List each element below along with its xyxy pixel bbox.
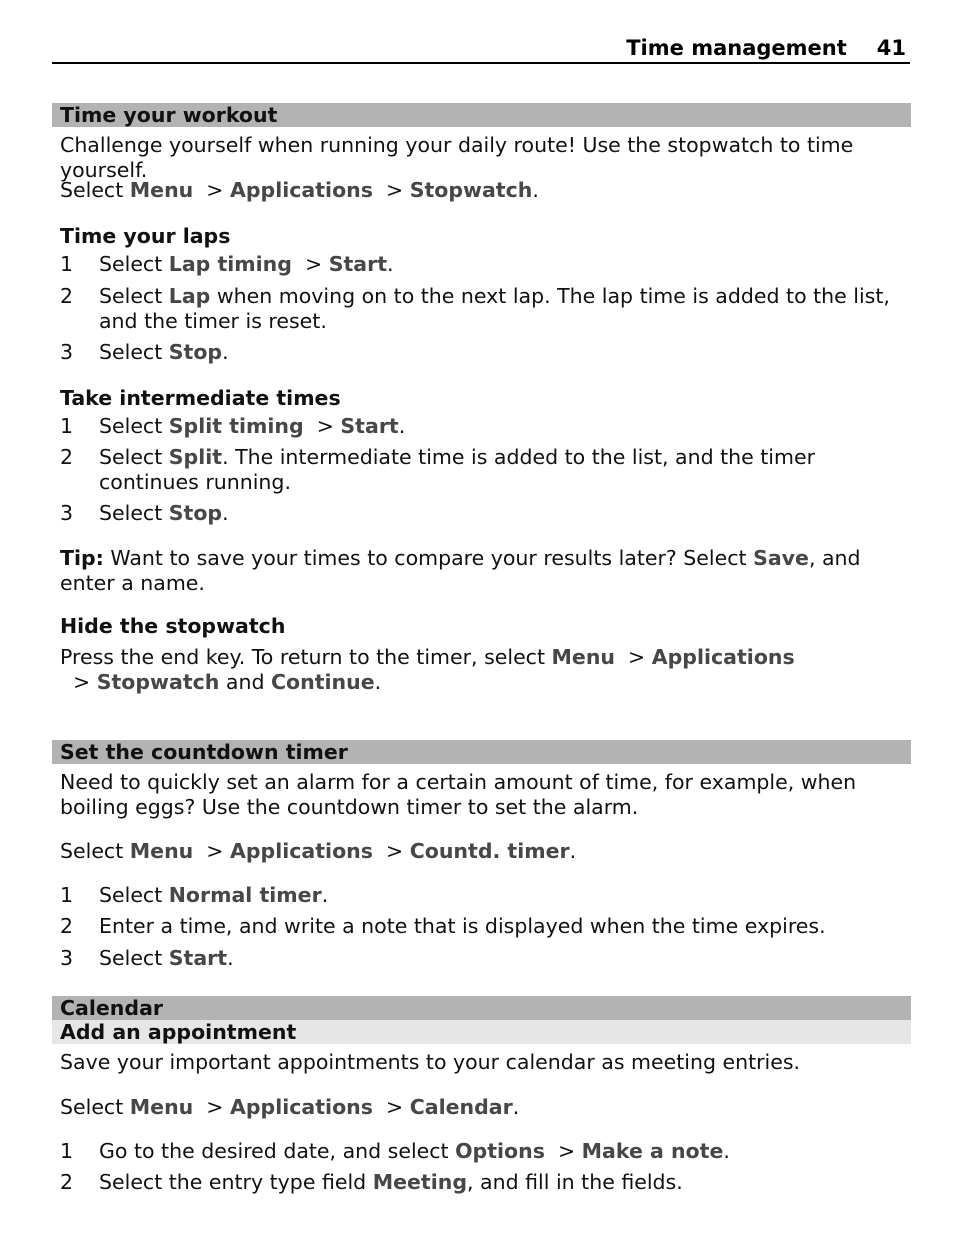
path-text: Select xyxy=(60,1095,130,1119)
lap-timing-key: Lap timing xyxy=(168,252,292,276)
start-key: Start xyxy=(168,946,228,970)
start-key: Start xyxy=(340,414,399,438)
section-title: Time your workout xyxy=(60,103,278,127)
meeting-key: Meeting xyxy=(372,1170,468,1194)
step-text-part: . xyxy=(222,340,229,364)
step-text-part: Select the entry type field xyxy=(99,1170,373,1194)
step-text xyxy=(99,445,909,495)
menu-key: Menu xyxy=(129,1095,194,1119)
step-text-part: . The intermediate time is added to the list, and the timer continues running. xyxy=(99,445,816,494)
calendar-intro: Save your important appointments to your calendar as meeting entries. xyxy=(60,1050,801,1074)
step-text-part: Select xyxy=(99,946,169,970)
step-text xyxy=(99,340,909,365)
step-text-part: , and fill in the fields. xyxy=(467,1170,683,1194)
step-text-part: . xyxy=(398,414,406,438)
subheading-laps: Time your laps xyxy=(60,224,231,248)
path-text: . xyxy=(532,178,539,202)
countdown-menu-path xyxy=(60,839,910,864)
workout-menu-path xyxy=(60,178,910,203)
save-key: Save xyxy=(753,546,809,570)
step-text-part: . xyxy=(321,883,329,907)
step-text xyxy=(99,1139,909,1164)
section-heading-calendar xyxy=(52,996,911,1020)
hide-paragraph xyxy=(60,645,910,695)
applications-key: Applications xyxy=(230,839,373,863)
path-separator: > xyxy=(615,645,652,669)
step-number: 1 xyxy=(60,252,74,276)
path-separator: > xyxy=(60,670,97,694)
normal-timer-key: Normal timer xyxy=(168,883,322,907)
step-text-part: . xyxy=(222,501,229,525)
path-text: . xyxy=(569,839,577,863)
path-separator: > xyxy=(372,1095,410,1119)
applications-key: Applications xyxy=(651,645,795,669)
path-separator: > xyxy=(544,1139,582,1163)
menu-key: Menu xyxy=(551,645,616,669)
path-separator: > xyxy=(372,178,410,202)
step-text-part: Select xyxy=(99,501,169,525)
step-text: Enter a time, and write a note that is displayed when the time expires. xyxy=(99,914,826,938)
step-text-part: Select xyxy=(99,883,169,907)
section-title: Set the countdown timer xyxy=(60,740,348,764)
countd-timer-key: Countd. timer xyxy=(409,839,570,863)
path-text: Select xyxy=(60,839,130,863)
step-number: 3 xyxy=(60,340,74,364)
split-timing-key: Split timing xyxy=(168,414,304,438)
hide-text: and xyxy=(219,670,271,694)
section-heading-workout xyxy=(52,103,911,127)
page-number: 41 xyxy=(876,36,906,60)
step-number: 2 xyxy=(60,445,74,469)
step-text-part: Go to the desired date, and select xyxy=(99,1139,456,1163)
step-text xyxy=(99,252,909,277)
tip-text: Want to save your times to compare your results later? Select xyxy=(103,546,754,570)
page-header xyxy=(52,34,910,64)
step-text xyxy=(99,501,909,526)
step-text-part: . xyxy=(387,252,394,276)
menu-key: Menu xyxy=(129,839,194,863)
subheading-hide: Hide the stopwatch xyxy=(60,614,286,638)
hide-text: Press the end key. To return to the timer, select xyxy=(60,645,552,669)
applications-key: Applications xyxy=(230,178,373,202)
step-text-part: when moving on to the next lap. The lap time is added to the list, and the timer is reset. xyxy=(99,284,890,333)
applications-key: Applications xyxy=(230,1095,373,1119)
step-text-part: Select xyxy=(99,252,169,276)
path-separator: > xyxy=(193,839,230,863)
tip-paragraph xyxy=(60,546,910,596)
hide-text: . xyxy=(374,670,382,694)
stop-key: Stop xyxy=(168,340,223,364)
section-heading-countdown xyxy=(52,740,911,764)
step-number: 1 xyxy=(60,1139,74,1163)
make-a-note-key: Make a note xyxy=(581,1139,724,1163)
path-text: Select xyxy=(60,178,130,202)
section-title: Calendar xyxy=(60,996,164,1020)
tip-text: , and enter a name. xyxy=(60,546,861,595)
subsection-title: Add an appointment xyxy=(60,1020,297,1044)
step-text xyxy=(99,284,909,334)
step-number: 1 xyxy=(60,883,74,907)
step-number: 3 xyxy=(60,946,74,970)
workout-intro: Challenge yourself when running your daily route! Use the stopwatch to time yourself. xyxy=(60,133,854,182)
tip-label: Tip: xyxy=(60,546,104,570)
step-number: 2 xyxy=(60,1170,74,1194)
step-text-part: . xyxy=(227,946,234,970)
step-number: 2 xyxy=(60,284,74,308)
options-key: Options xyxy=(455,1139,545,1163)
step-text-part: Select xyxy=(99,414,169,438)
path-separator: > xyxy=(193,1095,230,1119)
path-separator: > xyxy=(303,414,341,438)
split-key: Split xyxy=(168,445,223,469)
calendar-menu-path xyxy=(60,1095,910,1120)
path-separator: > xyxy=(193,178,230,202)
step-number: 3 xyxy=(60,501,74,525)
page-section-title: Time management xyxy=(626,36,847,60)
countdown-intro: Need to quickly set an alarm for a certain amount of time, for example, when boiling eggs? Use the countdown timer to set the alarm. xyxy=(60,770,857,819)
continue-key: Continue xyxy=(270,670,375,694)
stop-key: Stop xyxy=(168,501,223,525)
path-separator: > xyxy=(372,839,410,863)
step-text xyxy=(99,1170,909,1195)
step-text xyxy=(99,414,909,439)
step-text-part: Select xyxy=(99,340,169,364)
lap-key: Lap xyxy=(168,284,211,308)
step-number: 2 xyxy=(60,914,74,938)
start-key: Start xyxy=(328,252,388,276)
step-text xyxy=(99,883,909,908)
step-number: 1 xyxy=(60,414,74,438)
path-text: . xyxy=(512,1095,520,1119)
subsection-heading-appointment xyxy=(52,1020,911,1044)
stopwatch-key: Stopwatch xyxy=(409,178,533,202)
calendar-key: Calendar xyxy=(409,1095,513,1119)
subheading-intermediate: Take intermediate times xyxy=(60,386,341,410)
step-text-part: Select xyxy=(99,284,169,308)
stopwatch-key: Stopwatch xyxy=(96,670,220,694)
path-separator: > xyxy=(291,252,329,276)
step-text-part: Select xyxy=(99,445,169,469)
step-text-part: . xyxy=(723,1139,730,1163)
step-text xyxy=(99,946,909,971)
menu-key: Menu xyxy=(129,178,194,202)
